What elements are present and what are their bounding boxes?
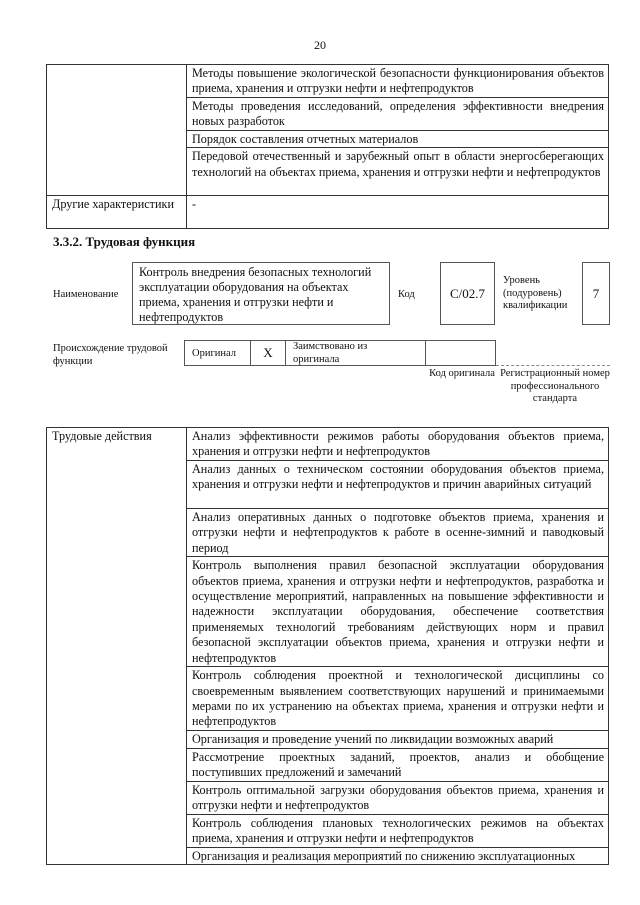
labor-action-item: Контроль оптимальной загрузки оборудования объектов приема, хранения и отгрузки нефти и нефтепродуктов (187, 781, 609, 814)
labor-action-item: Анализ данных о техническом состоянии оборудования объектов приема, хранения и отгрузки нефти и нефтепродуктов и причин аварийных ситуаций (187, 461, 609, 509)
borrowed-label: Заимствовано из оригинала (293, 341, 368, 365)
code-original-caption: Код оригинала (429, 368, 495, 379)
table-row (47, 428, 609, 461)
labor-action-item: Контроль соблюдения плановых технологических режимов на объектах приема, хранения и отгрузки нефти и нефтепродуктов (187, 814, 609, 847)
knowledge-item: Методы проведения исследований, определения эффективности внедрения новых разработок (187, 98, 609, 131)
labor-action-item: Рассмотрение проектных заданий, проектов, анализ и обобщение поступивших предложений и замечаний (187, 748, 609, 781)
labor-actions-label: Трудовые действия (47, 428, 187, 865)
original-mark-cell: X (250, 340, 286, 366)
labor-action-item: Анализ эффективности режимов работы оборудования объектов приема, хранения и отгрузки нефти и нефтепродуктов (187, 428, 609, 461)
page-number: 20 (314, 38, 326, 52)
labor-action-item: Анализ оперативных данных о подготовке объектов приема, хранения и отгрузки нефти и нефтепродуктов к работе в осенне-зимний и паводковый период (187, 509, 609, 557)
labor-action-item: Контроль соблюдения проектной и технологической дисциплины со своевременным выявлением соответствующих нарушений и принимаемыми мерами по их устранению на объектах приема, хранения и отгрузки нефти и нефтепродуктов (187, 667, 609, 731)
other-characteristics-label: Другие характеристики (47, 196, 187, 229)
level-label: Уровень (подуровень) квалификации (503, 275, 568, 311)
section-heading: 3.3.2. Трудовая функция (53, 234, 196, 249)
knowledge-table (46, 64, 609, 229)
knowledge-item: Методы повышение экологической безопасности функционирования объектов приема, хранения и отгрузки нефти и нефтепродуктов (187, 65, 609, 98)
function-name-box: Контроль внедрения безопасных технологий эксплуатации оборудования на объектах приема, хранения и отгрузки нефти и нефтепродуктов (132, 262, 390, 325)
code-value-box: C/02.7 (440, 262, 495, 325)
name-label: Наименование (53, 289, 119, 300)
other-characteristics-value: - (187, 196, 609, 229)
origin-label: Происхождение трудовой функции (53, 343, 168, 367)
labor-action-item: Контроль выполнения правил безопасной эксплуатации оборудования объектов приема, хранения и отгрузки нефти и нефтепродуктов, разработка и осуществление мероприятий, направленных на повышение эффективности и надежности эксплуатации оборудования, обеспечение соответствия применяемых технологий требованиям действующих норм и правил безопасной эксплуатации объектов приема, хранения и отгрузки нефти и нефтепродуктов (187, 557, 609, 667)
knowledge-item: Порядок составления отчетных материалов (187, 131, 609, 148)
knowledge-item: Передовой отечественный и зарубежный опыт в области энергосберегающих технологий на объектах приема, хранения и отгрузки нефти и нефтепродуктов (187, 148, 609, 196)
reg-number-line (496, 365, 610, 366)
code-label: Код (398, 289, 415, 300)
reg-number-caption: Регистрационный номер профессионального стандарта (500, 368, 610, 404)
level-value-box: 7 (582, 262, 610, 325)
table-row (47, 65, 609, 98)
original-label: Оригинал (192, 348, 236, 359)
empty-label-cell (47, 65, 187, 196)
original-code-cell (425, 340, 496, 366)
table-row (47, 196, 609, 229)
labor-actions-table (46, 427, 609, 865)
labor-action-item: Организация и проведение учений по ликвидации возможных аварий (187, 731, 609, 748)
labor-action-item: Организация и реализация мероприятий по снижению эксплуатационных (187, 847, 609, 864)
